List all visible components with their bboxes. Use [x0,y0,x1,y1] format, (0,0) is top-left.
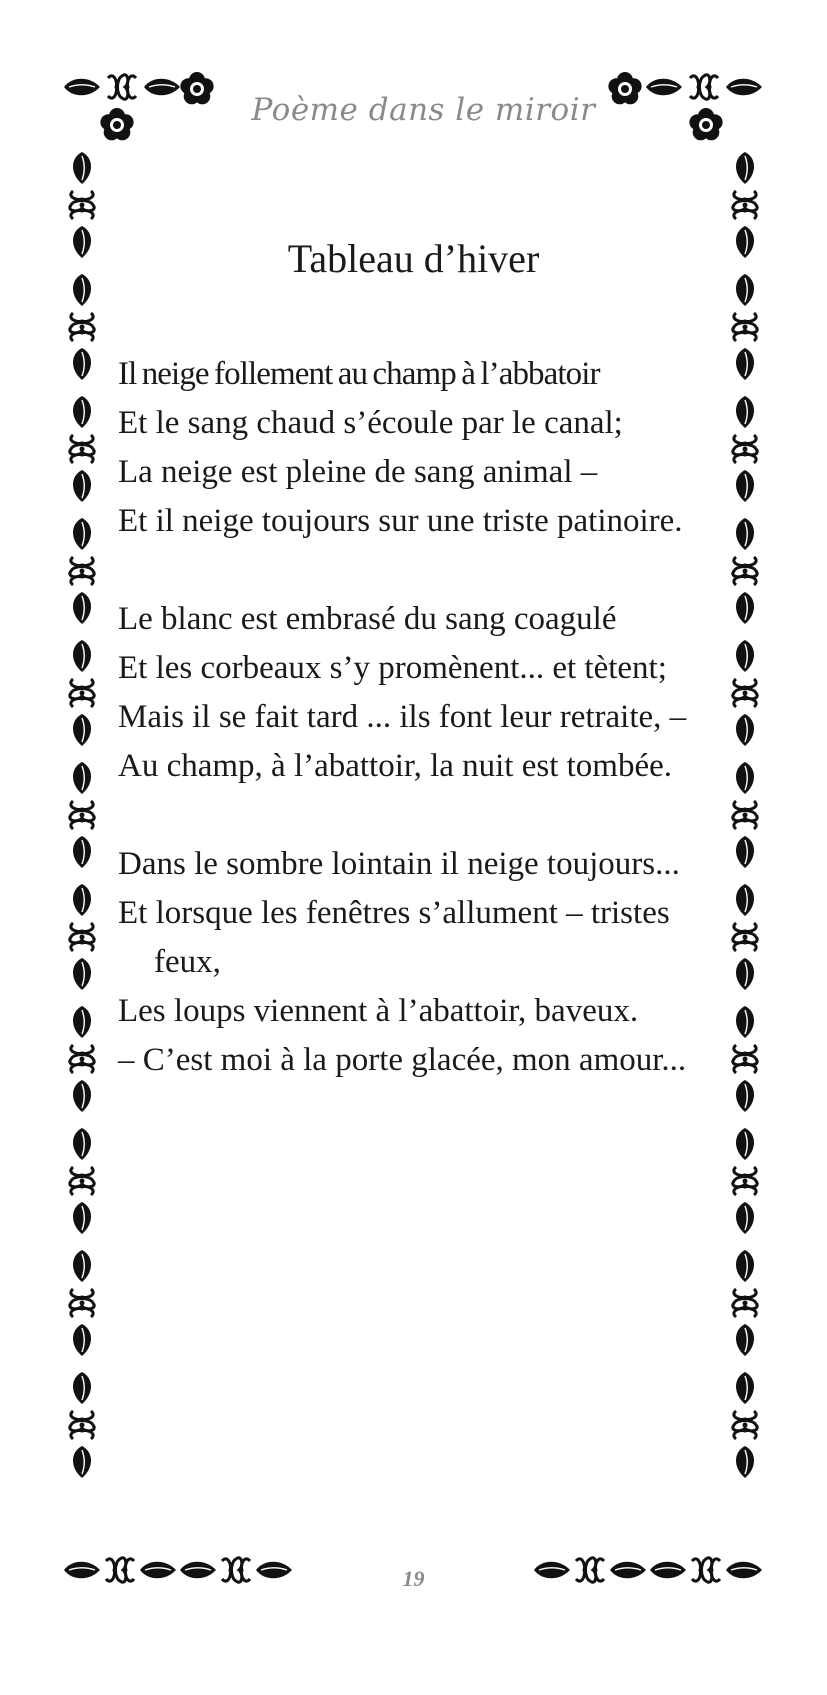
verse-line: Le blanc est embrasé du sang coagulé [118,601,617,637]
verse-line: Au champ, à l’abattoir, la nuit est tombée. [118,748,673,784]
verse-line: Dans le sombre lointain il neige toujours... [118,846,680,882]
verse-line: Il neige follement au champ à l’abbatoir [118,356,600,392]
verse-line: Et le sang chaud s’écoule par le canal; [118,405,623,441]
right-border-column [733,152,757,1478]
verse-line: – C’est moi à la porte glacée, mon amour... [118,1042,687,1078]
stanza-3 [118,840,728,1085]
verse-line: Et les corbeaux s’y promènent... et tètent; [118,650,667,686]
stanza-1 [118,350,728,546]
poem-title: Tableau d’hiver [287,236,540,281]
verse-line: Les loups viennent à l’abattoir, baveux. [118,993,639,1029]
page-number: 19 [402,1566,425,1591]
verse-line: La neige est pleine de sang animal – [118,454,598,490]
left-border-column [70,152,94,1478]
stanza-2 [118,595,728,791]
poem-body [118,350,728,1134]
running-head: Poème dans le miroir [251,92,596,128]
verse-line: Et lorsque les fenêtres s’allument – tristes feux, [118,895,670,980]
verse-line: Et il neige toujours sur une triste patinoire. [118,503,683,539]
verse-line: Mais il se fait tard ... ils font leur retraite, – [118,699,687,735]
